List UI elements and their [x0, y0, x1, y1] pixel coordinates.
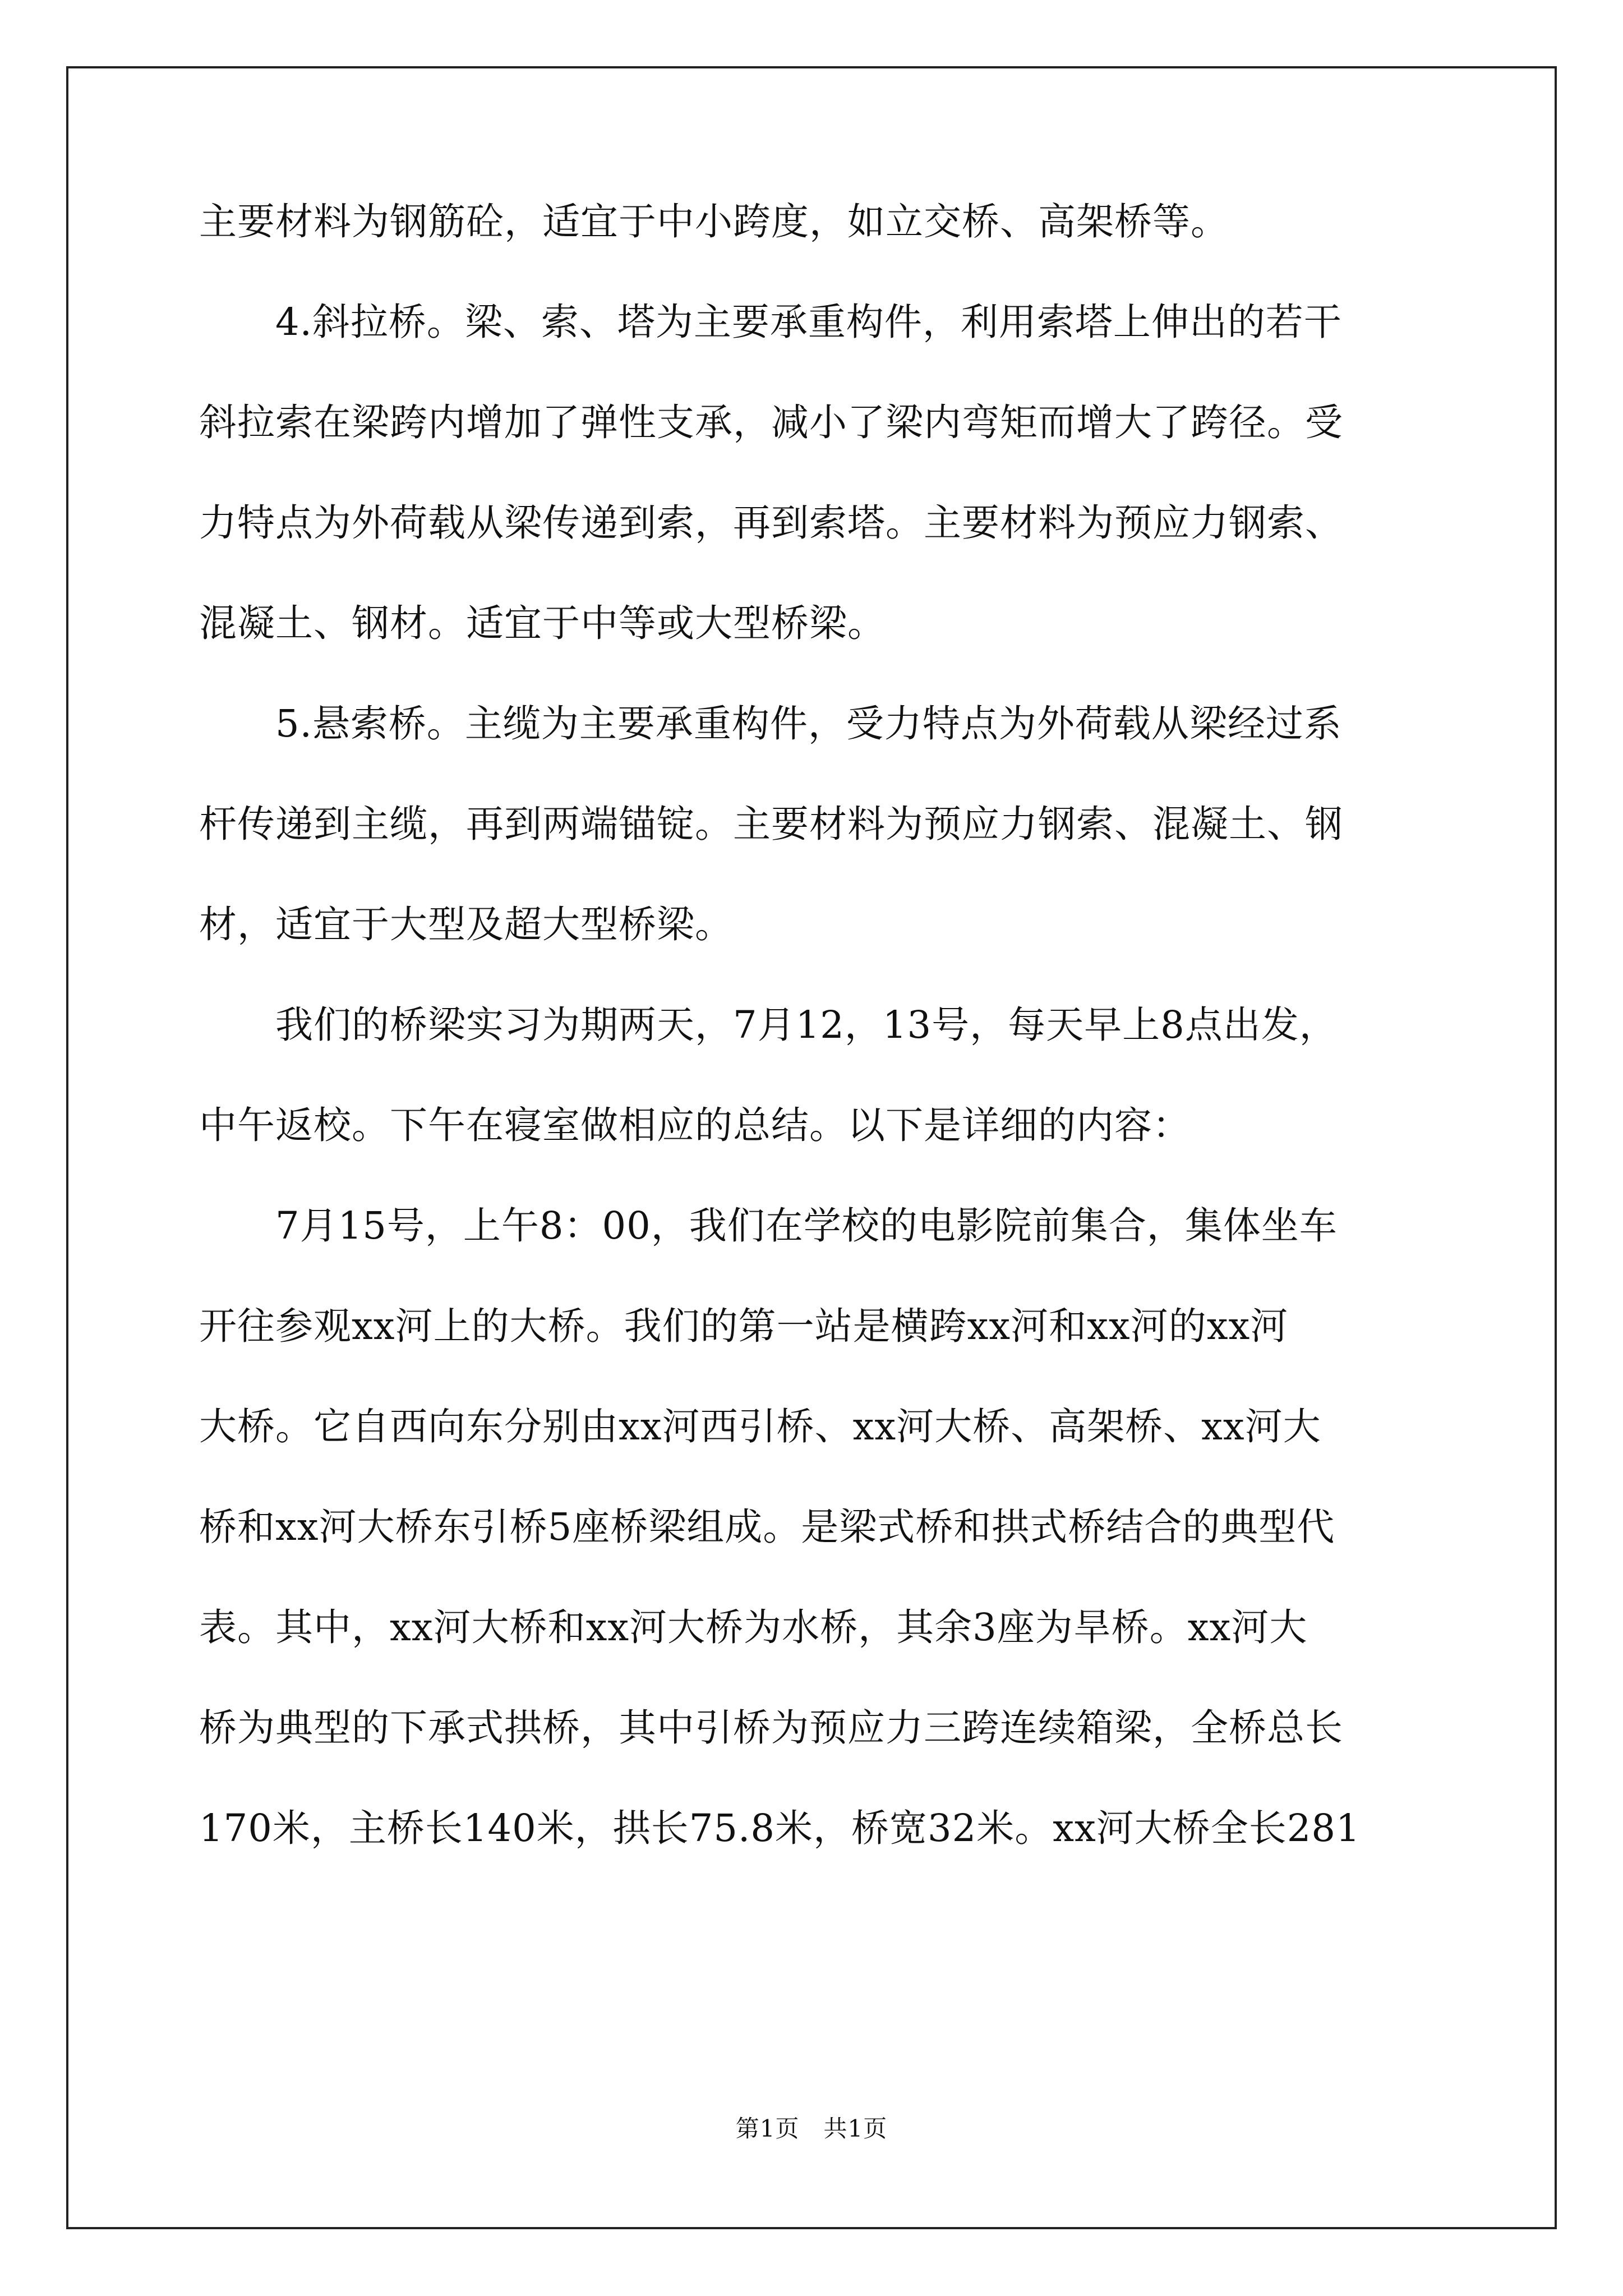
text-line-8: 材，适宜于大型及超大型桥梁。 — [199, 903, 733, 946]
text-line-12: 开往参观xx河上的大桥。我们的第一站是横跨xx河和xx河的xx河 — [199, 1304, 1289, 1348]
text-line-11: 7月15号，上午8：00，我们在学校的电影院前集合，集体坐车 — [199, 1204, 1338, 1248]
text-line-4: 力特点为外荷载从梁传递到索，再到索塔。主要材料为预应力钢索、 — [199, 501, 1343, 545]
text-line-5: 混凝土、钢材。适宜于中等或大型桥梁。 — [199, 601, 886, 645]
page-footer: 第1页 共1页 — [735, 2115, 888, 2142]
text-line-17: 170米，主桥长140米，拱长75.8米，桥宽32米。xx河大桥全长281 — [199, 1806, 1361, 1850]
text-line-6: 5.悬索桥。主缆为主要承重构件，受力特点为外荷载从梁经过系 — [199, 702, 1342, 746]
text-line-3: 斜拉索在梁跨内增加了弹性支承，减小了梁内弯矩而增大了跨径。受 — [199, 401, 1343, 444]
text-line-7: 杆传递到主缆，再到两端锚锭。主要材料为预应力钢索、混凝土、钢 — [199, 802, 1343, 846]
text-line-1: 主要材料为钢筋砼，适宜于中小跨度，如立交桥、高架桥等。 — [199, 200, 1229, 243]
document-body — [199, 201, 1436, 1849]
text-line-14: 桥和xx河大桥东引桥5座桥梁组成。是梁式桥和拱式桥结合的典型代 — [199, 1505, 1335, 1549]
text-line-13: 大桥。它自西向东分别由xx河西引桥、xx河大桥、高架桥、xx河大 — [199, 1405, 1321, 1448]
text-line-2: 4.斜拉桥。梁、索、塔为主要承重构件，利用索塔上伸出的若干 — [199, 300, 1342, 344]
text-line-15: 表。其中，xx河大桥和xx河大桥为水桥，其余3座为旱桥。xx河大 — [199, 1605, 1308, 1649]
text-line-16: 桥为典型的下承式拱桥，其中引桥为预应力三跨连续箱梁，全桥总长 — [199, 1706, 1343, 1750]
text-line-10: 中午返校。下午在寝室做相应的总结。以下是详细的内容： — [199, 1103, 1191, 1147]
text-line-9: 我们的桥梁实习为期两天，7月12，13号，每天早上8点出发， — [199, 1003, 1338, 1047]
